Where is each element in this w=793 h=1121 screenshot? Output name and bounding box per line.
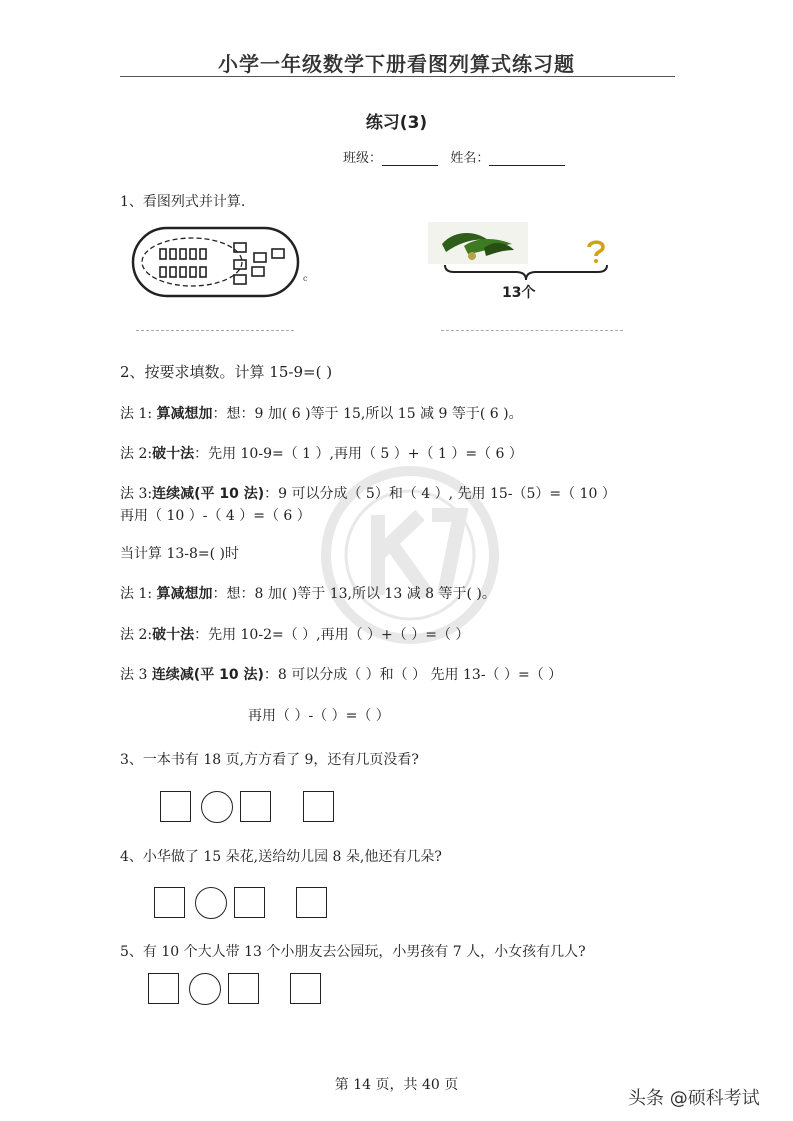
pepper-icon	[428, 222, 528, 264]
method-3-name: 连续减(平 10 法)	[152, 486, 265, 502]
q4-answer-box-3[interactable]	[296, 887, 327, 918]
exercise-title: 练习(3)	[365, 113, 428, 133]
question-1: 1、看图列式并计算.	[120, 194, 246, 210]
method-3-body: ：9 可以分成（ 5）和（ 4 ）, 先用 15-（5）=（ 10 ）	[264, 486, 616, 502]
document-header-title: 小学一年级数学下册看图列算式练习题	[218, 52, 575, 76]
method-3b-body: ：8 可以分成（ ）和（ ） 先用 13-（ ）=（ ）	[263, 667, 563, 683]
q3-answer-box-2[interactable]	[240, 791, 271, 822]
header-rule	[120, 76, 675, 77]
watermark-logo-icon	[320, 465, 500, 645]
page-footer: 第 14 页，共 40 页	[334, 1077, 459, 1093]
method-3-line-2: 再用（ 10 ）-（ 4 ）=（ 6 ）	[120, 508, 311, 524]
method-3b-line-2: 再用（ ）-（ ）=（ ）	[248, 708, 390, 724]
q1-answer-line-right[interactable]	[441, 330, 623, 331]
q4-answer-box-2[interactable]	[234, 887, 265, 918]
method-3b-prefix: 法 3	[120, 667, 152, 683]
method-2-name: 破十法	[152, 446, 195, 462]
corner-watermark: 头条 @硕科考试	[628, 1088, 760, 1109]
question-5: 5、有 10 个大人带 13 个小朋友去公园玩，小男孩有 7 人，小女孩有几人?	[120, 944, 586, 960]
method-1b-prefix: 法 1:	[120, 586, 157, 602]
method-1b-name: 算减想加	[156, 586, 213, 602]
method-1-name: 算减想加	[156, 406, 213, 422]
q5-answer-box-2[interactable]	[228, 973, 259, 1004]
method-2b-body: ：先用 10-2=（ ）,再用（ ）+（ ）=（ ）	[194, 627, 470, 643]
brace-label: 13个	[502, 285, 536, 301]
class-field	[343, 147, 565, 166]
method-1-prefix: 法 1:	[120, 406, 157, 422]
q1-vegetable-picture	[428, 222, 528, 264]
name-blank[interactable]	[489, 151, 565, 166]
name-label: 姓名：	[450, 151, 490, 166]
svg-text:c: c	[303, 274, 308, 283]
q3-operator-circle[interactable]	[201, 791, 233, 823]
q1-oval-picture	[130, 225, 315, 300]
method-1-line	[120, 403, 523, 423]
method-3-prefix: 法 3:	[120, 486, 153, 502]
q3-answer-box-3[interactable]	[303, 791, 334, 822]
q4-operator-circle[interactable]	[195, 887, 227, 919]
method-2b-prefix: 法 2:	[120, 627, 153, 643]
question-mark-icon	[584, 238, 610, 264]
class-blank[interactable]	[382, 151, 438, 166]
q3-answer-box-1[interactable]	[160, 791, 191, 822]
method-1b-body: ：想：8 加( )等于 13,所以 13 减 8 等于( )。	[212, 586, 496, 602]
q1-answer-line-left[interactable]	[136, 330, 294, 331]
q5-answer-box-3[interactable]	[290, 973, 321, 1004]
method-2-prefix: 法 2:	[120, 446, 153, 462]
method-1-body: ：想：9 加( 6 )等于 15,所以 15 减 9 等于( 6 )。	[212, 406, 523, 422]
question-3: 3、一本书有 18 页,方方看了 9，还有几页没看?	[120, 752, 419, 768]
q4-answer-box-1[interactable]	[154, 887, 185, 918]
q1-curly-brace	[442, 262, 610, 282]
question-2: 2、按要求填数。计算 15-9=( )	[120, 363, 333, 381]
class-label: 班级：	[343, 151, 383, 166]
question-2-intro-2: 当计算 13-8=( )时	[120, 546, 240, 562]
q5-operator-circle[interactable]	[189, 973, 221, 1005]
question-4: 4、小华做了 15 朵花,送给幼儿园 8 朵,他还有几朵?	[120, 849, 442, 865]
method-3b-line	[120, 664, 562, 684]
method-2-body: ：先用 10-9=（ 1 ）,再用（ 5 ）+（ 1 ）=（ 6 ）	[194, 446, 523, 462]
q5-answer-box-1[interactable]	[148, 973, 179, 1004]
method-2b-name: 破十法	[152, 627, 195, 643]
method-2-line	[120, 443, 523, 463]
method-3b-name: 连续减(平 10 法)	[151, 667, 264, 683]
